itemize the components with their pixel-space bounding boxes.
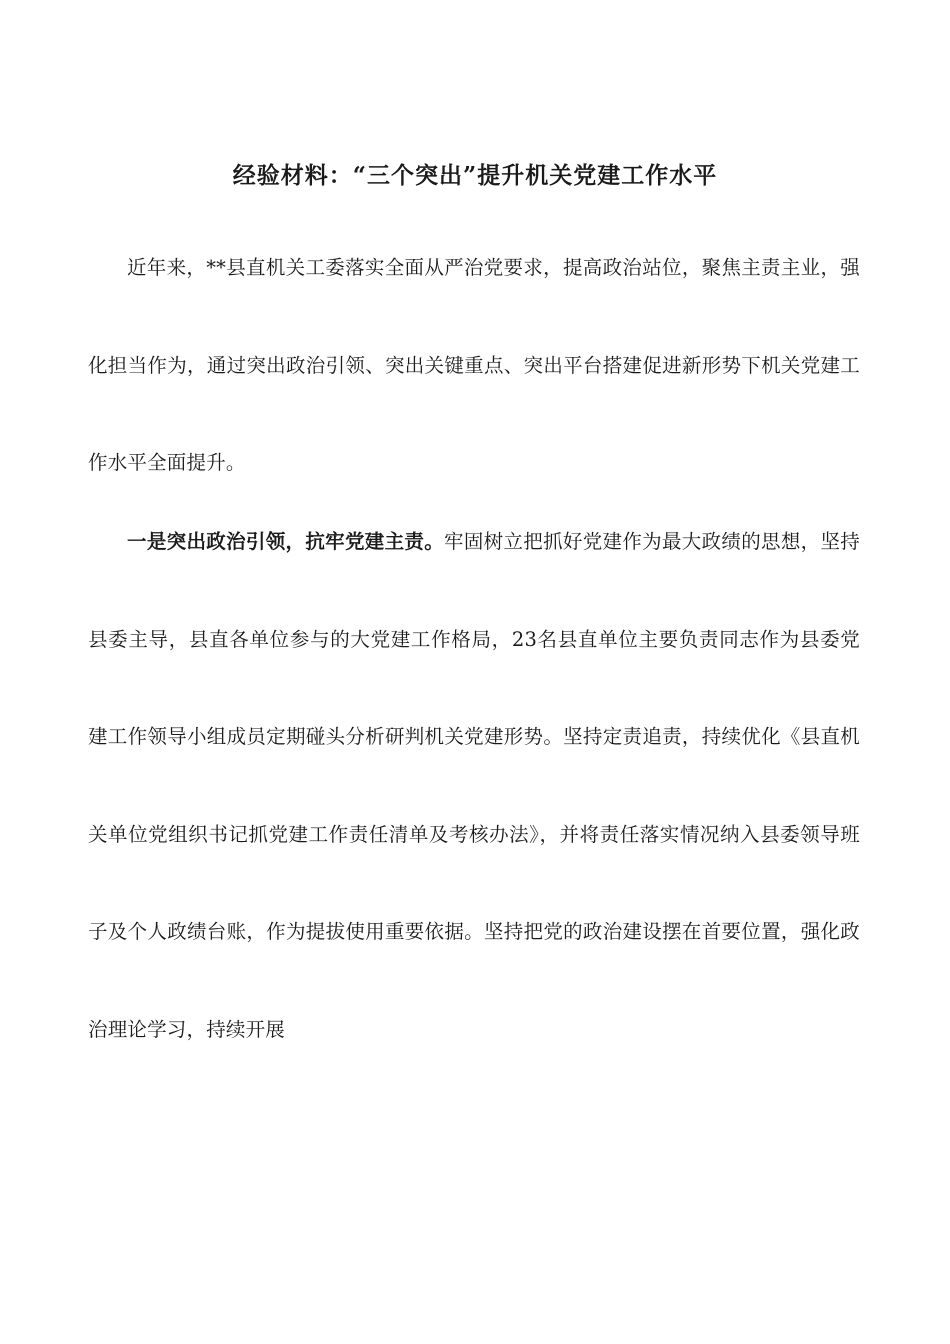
paragraph-intro-text: 近年来，**县直机关工委落实全面从严治党要求，提高政治站位，聚焦主责主业，强化担当作为，通过突出政治引领、突出关键重点、突出平台搭建促进新形势下机关党建工作水平全面提升。 — [88, 256, 860, 474]
paragraph-body-text: 牢固树立把抓好党建作为最大政绩的思想，坚持县委主导，县直各单位参与的大党建工作格局，23名县直单位主要负责同志作为县委党建工作领导小组成员定期碰头分析研判机关党建形势。坚持定责追责，持续优化《县直机关单位党组织书记抓党建工作责任清单及考核办法》，并将责任落实情况纳入县委领导班子及个人政绩台账，作为提拔使用重要依据。坚持把党的政治建设摆在首要位置，强化政治理论学习，持续开展 — [88, 530, 861, 1041]
paragraph-intro — [88, 219, 860, 512]
paragraph-lead-heading: 一是突出政治引领，抗牢党建主责。 — [127, 530, 445, 553]
paragraph-political-leadership — [88, 493, 860, 1078]
document-title: 经验材料：“三个突出”提升机关党建工作水平 — [232, 162, 718, 189]
